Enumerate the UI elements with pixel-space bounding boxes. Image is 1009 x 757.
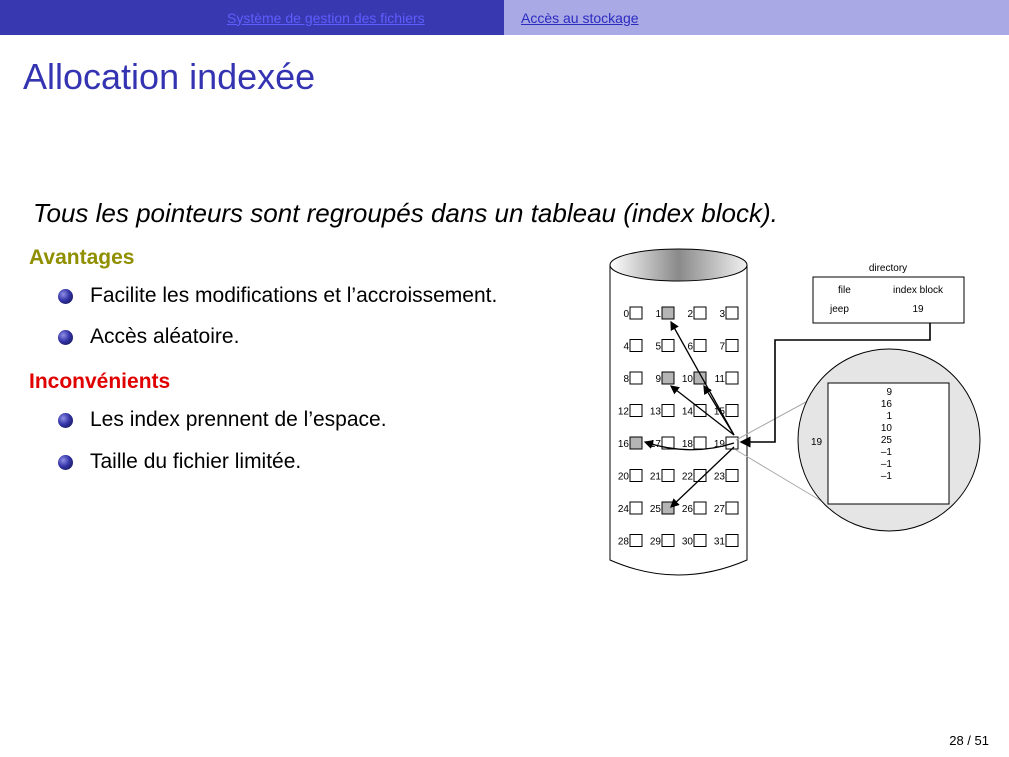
block-number: 11 — [714, 374, 725, 385]
advantage-item — [58, 325, 239, 349]
index-entry: 25 — [880, 435, 892, 446]
block-number: 16 — [617, 439, 629, 450]
block-number: 18 — [681, 439, 693, 450]
page-number: 28 / 51 — [949, 733, 989, 748]
disk-block — [726, 535, 738, 547]
block-number: 23 — [713, 471, 725, 483]
disk-block — [630, 535, 642, 547]
block-number: 19 — [713, 439, 725, 450]
block-number: 1 — [655, 309, 661, 320]
index-entry: 9 — [886, 387, 892, 398]
index-entry: 16 — [880, 399, 892, 410]
block-number: 26 — [681, 504, 693, 515]
block-number: 9 — [655, 374, 661, 385]
block-number: 17 — [649, 439, 661, 450]
advantage-item — [58, 284, 497, 308]
block-number: 5 — [655, 341, 661, 353]
block-number: 15 — [713, 406, 725, 418]
disk-block — [630, 470, 642, 482]
disadvantage-text: Les index prennent de l’espace. — [90, 408, 387, 431]
block-number: 21 — [649, 471, 661, 483]
nav-tab-file-system[interactable] — [0, 0, 504, 35]
disk-block — [694, 502, 706, 514]
disk-block — [630, 307, 642, 319]
index-block-zoom — [798, 349, 980, 531]
advantage-text: Accès aléatoire. — [90, 325, 240, 348]
block-number: 22 — [681, 471, 693, 483]
disk-block — [694, 535, 706, 547]
disadvantage-item — [58, 450, 301, 474]
index-entry: –1 — [880, 471, 892, 482]
disk-block — [662, 307, 674, 319]
bullet-icon — [58, 455, 73, 470]
block-number: 25 — [649, 504, 661, 515]
top-nav — [0, 0, 1009, 35]
bullet-icon — [58, 289, 73, 304]
disk-block — [726, 340, 738, 352]
block-number: 28 — [617, 536, 629, 548]
directory-title: directory — [868, 263, 908, 274]
disk-block — [726, 502, 738, 514]
slide-title: Allocation indexée — [23, 56, 316, 97]
block-number: 7 — [719, 341, 725, 353]
disk-block — [694, 340, 706, 352]
index-entry: –1 — [880, 459, 892, 470]
disadvantage-item — [58, 408, 387, 432]
block-number: 12 — [617, 406, 629, 418]
nav-tab-file-system-label[interactable]: Système de gestion des fichiers — [227, 9, 425, 26]
index-entry: 10 — [880, 423, 892, 434]
block-number: 29 — [649, 536, 661, 548]
disk-block — [630, 502, 642, 514]
block-number: 4 — [623, 341, 629, 353]
block-number: 30 — [681, 536, 693, 548]
block-number: 31 — [713, 536, 725, 548]
disk-block — [662, 372, 674, 384]
directory-table — [813, 263, 964, 323]
block-number: 0 — [623, 309, 629, 320]
block-number: 8 — [623, 374, 629, 385]
index-entry: 1 — [886, 411, 892, 422]
block-number: 20 — [617, 471, 629, 483]
block-number: 10 — [681, 374, 693, 385]
index-entries — [881, 387, 893, 482]
block-number: 2 — [687, 309, 693, 320]
bullet-icon — [58, 330, 73, 345]
nav-tab-storage-access[interactable] — [504, 0, 1009, 35]
advantage-text: Facilite les modifications et l’accroissement. — [90, 284, 498, 307]
bullet-icon — [58, 413, 73, 428]
indexed-allocation-diagram — [600, 245, 995, 585]
advantages-heading: Avantages — [29, 246, 135, 269]
nav-tab-storage-access-label[interactable]: Accès au stockage — [521, 9, 639, 26]
disk-block — [726, 372, 738, 384]
disk-block — [630, 340, 642, 352]
disk-block — [662, 535, 674, 547]
disk-block — [662, 340, 674, 352]
directory-row-index: 19 — [912, 304, 924, 315]
disk-block — [694, 437, 706, 449]
disadvantages-heading: Inconvénients — [29, 370, 171, 393]
disk-block — [630, 405, 642, 417]
disk-block — [662, 502, 674, 514]
disk-block — [662, 405, 674, 417]
block-number: 14 — [681, 406, 693, 418]
disk-block — [694, 405, 706, 417]
disk-block — [726, 405, 738, 417]
block-number: 6 — [687, 341, 693, 353]
directory-row-file: jeep — [830, 304, 849, 315]
disk-block — [694, 307, 706, 319]
disadvantage-text: Taille du fichier limitée. — [90, 450, 302, 473]
disk-block — [630, 437, 642, 449]
block-number: 24 — [617, 504, 629, 515]
lead-sentence: Tous les pointeurs sont regroupés dans un tableau (index block). — [33, 198, 778, 228]
directory-col-file: file — [838, 285, 851, 296]
disk-block — [726, 470, 738, 482]
block-number: 27 — [713, 504, 725, 515]
index-entry: –1 — [880, 447, 892, 458]
zoom-block-number: 19 — [811, 437, 823, 448]
disk-block — [662, 470, 674, 482]
disk-block — [630, 372, 642, 384]
block-number: 13 — [649, 406, 661, 418]
directory-col-index: index block — [892, 285, 944, 296]
block-number: 3 — [719, 309, 725, 320]
disk-block — [726, 307, 738, 319]
